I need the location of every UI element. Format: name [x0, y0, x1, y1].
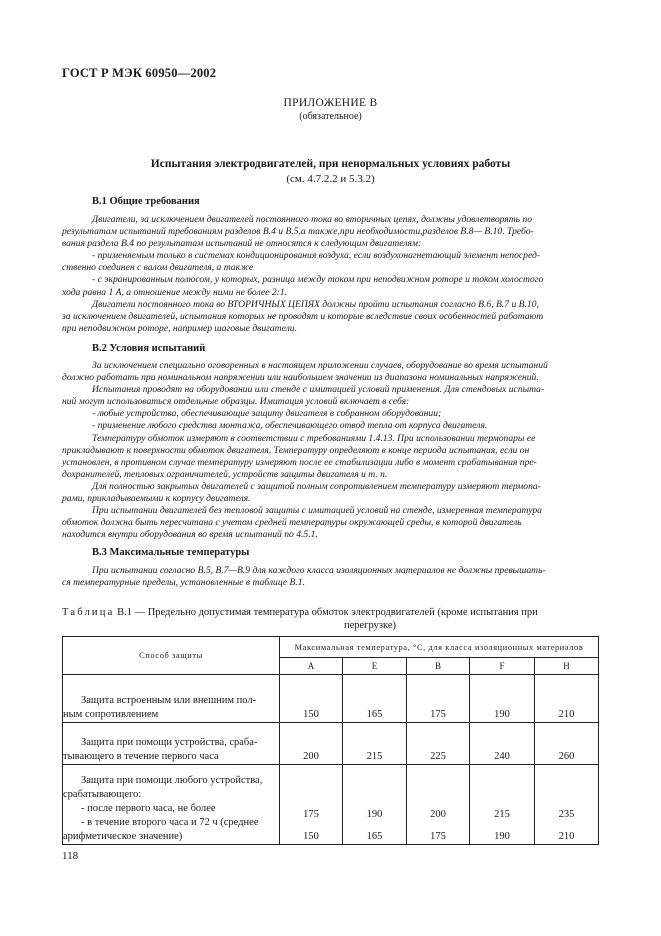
text-line: При испытании двигателей без тепловой защиты с имитацией условий на стенде, измеренная температура — [92, 505, 542, 517]
section-b2-heading: В.2 Условия испытаний — [92, 343, 206, 354]
text-line: - любые устройства, обеспечивающие защиту двигателя в собранном оборудовании; — [92, 408, 442, 420]
table-header-row — [63, 637, 599, 658]
document-title-reference: (см. 4.7.2.2 и 5.3.2) — [286, 173, 375, 185]
section-b3-text — [62, 565, 598, 589]
section-b2-text — [62, 360, 598, 541]
cell-value: 200 — [430, 809, 446, 820]
table-cell-value: 215 — [343, 723, 407, 765]
column-header-class: A — [280, 658, 343, 675]
cell-value: 190 — [494, 831, 510, 842]
text-line: Температуру обмоток измеряют в соответствии с требованиями 1.4.13. При использовании термопары ее — [92, 432, 536, 444]
table-cell-value: 150 — [280, 675, 343, 723]
table-cell-value — [470, 765, 535, 845]
table-caption-line — [62, 606, 598, 619]
column-header-class: E — [343, 658, 407, 675]
column-header-max-temperature: Максимальная температура, °С, для класса изоляционных материалов — [280, 637, 599, 658]
text-line: Для полностью закрытых двигателей с защитой полным сопротивлением температуру измеряют термопа- — [92, 480, 541, 492]
text-line: результатам испытаний требованиям разделов В.4 и В.5,а также,при необходимости,разделов В.8— В.10. Требо- — [62, 226, 534, 238]
cell-value: 150 — [303, 831, 319, 842]
text-line: - с экранированным полюсом, у которых, разница между током при неподвижном роторе и током холостого — [92, 274, 544, 286]
text-line: находится внутри оборудования во время испытаний по 4.5.1. — [62, 529, 318, 541]
table-caption-line2: перегрузке) — [343, 620, 396, 631]
cell-line: Защита при помощи устройства, сраба- — [81, 737, 258, 748]
text-line: ственно соединен с валом двигателя, а также — [62, 262, 254, 274]
cell-line: срабатывающего: — [63, 789, 142, 800]
annex-title: ПРИЛОЖЕНИЕ В — [283, 97, 378, 109]
text-line: - применение любого средства монтажа, обеспечивающего отвод тепла от корпуса двигателя. — [92, 420, 488, 432]
text-line: Двигатели постоянного тока во ВТОРИЧНЫХ ЦЕПЯХ должны пройти испытания согласно В.6, В.7 и В.10, — [92, 298, 539, 310]
table-caption-prefix: Таблица — [62, 607, 115, 618]
table-row — [63, 675, 599, 723]
table-cell-value — [407, 765, 470, 845]
column-header-class: B — [407, 658, 470, 675]
text-line: хода равна 1 А, а отношение между ними не более 2:1. — [62, 286, 288, 298]
cell-value: 165 — [366, 831, 383, 842]
text-line: ся температурные пределы, установленные в таблице В.1. — [62, 577, 305, 589]
document-header: ГОСТ Р МЭК 60950—2002 — [62, 66, 217, 80]
text-line: установлен, в противном случае температуру измеряют после ее стабилизации либо в момент срабатывания пре- — [62, 456, 537, 468]
text-line: Испытания проводят на оборудовании или стенде с имитацией условий применения. Для стендовых испыта- — [92, 384, 545, 396]
cell-value: 235 — [558, 809, 575, 820]
cell-value: 210 — [558, 831, 575, 842]
table-cell-value: 225 — [407, 723, 470, 765]
table-cell-value: 165 — [343, 675, 407, 723]
column-header-class: H — [535, 658, 599, 675]
text-line: За исключением специально оговоренных в настоящем приложении случаев, оборудование во время испытаний — [92, 360, 548, 371]
table-cell-value: 200 — [280, 723, 343, 765]
table-caption-text: В.1 — Предельно допустимая температура обмоток электродвигателей (кроме испытания при — [114, 607, 538, 618]
table-cell-value — [280, 765, 343, 845]
cell-line: Защита при помощи любого устройства, — [81, 775, 263, 786]
table-row — [63, 765, 599, 845]
table-cell-description — [63, 723, 280, 765]
section-b1-text — [62, 214, 598, 335]
text-line: дохранителей, тепловых ограничителей, устройств защиты двигателя и т. п. — [62, 468, 388, 480]
table-cell-value: 175 — [407, 675, 470, 723]
cell-value: 215 — [494, 809, 510, 820]
section-b1-heading: В.1 Общие требования — [92, 196, 200, 207]
cell-line: арифметическое значение) — [63, 831, 183, 842]
cell-line: Защита встроенным или внешним пол- — [81, 695, 257, 706]
table-cell-value — [343, 765, 407, 845]
text-line: вания раздела В.4 по результатам испытаний не относятся к следующим двигателям: — [62, 238, 422, 250]
column-header-method: Способ защиты — [63, 637, 280, 675]
text-line: Двигатели, за исключением двигателей постоянного тока во вторичных цепях, должны удовлетворять по — [92, 214, 533, 225]
text-line: при неподвижном роторе, например шаговые двигатели. — [62, 322, 297, 334]
table-cell-value: 190 — [470, 675, 535, 723]
text-line: рами, прикладываемыми к корпусу двигателя. — [62, 493, 251, 505]
document-title: Испытания электродвигателей, при ненормальных условиях работы — [150, 158, 511, 170]
cell-value: 175 — [303, 809, 319, 820]
text-line: за исключением двигателей, испытания которых не проводят и которые вследствие своих особенностей работают — [62, 310, 544, 322]
cell-line: - в течение второго часа и 72 ч (среднее — [81, 817, 259, 828]
text-line: - применяемым только в системах кондиционирования воздуха, если воздухонагнетающий элемент непосред- — [92, 250, 541, 262]
table-caption — [62, 606, 598, 632]
text-line: должно работать при номинальном напряжении или наибольшем значении из диапазона номинальных напряжений. — [62, 372, 539, 384]
text-line: обмоток должна быть пересчитана с учетом средней температуры окружающей среды, в которой двигатель — [62, 517, 522, 529]
cell-line: тывающего в течение первого часа — [63, 751, 219, 762]
table-cell-value: 260 — [535, 723, 599, 765]
temperature-table — [62, 636, 599, 845]
text-line: При испытании согласно В.5, В.7—В.9 для каждого класса изоляционных материалов не должны превышать- — [92, 565, 546, 576]
table-cell-value: 240 — [470, 723, 535, 765]
section-b3-heading: В.3 Максимальные температуры — [92, 547, 250, 558]
table-cell-value: 210 — [535, 675, 599, 723]
text-line: прикладывают к поверхности обмоток двигателя. Температуру определяют в конце периода испытания, если он — [62, 444, 530, 456]
page-number: 118 — [62, 850, 79, 862]
cell-value: 175 — [430, 831, 446, 842]
table-cell-value — [535, 765, 599, 845]
table-cell-description — [63, 675, 280, 723]
text-line: ний могут использоваться отдельные образцы. Имитация условий включает в себя: — [62, 396, 410, 408]
table-cell-description — [63, 765, 280, 845]
cell-value: 190 — [366, 809, 383, 820]
cell-line: - после первого часа, не более — [81, 803, 216, 814]
cell-line: ным сопротивлением — [63, 709, 159, 720]
column-header-class: F — [470, 658, 535, 675]
annex-subtitle: (обязательное) — [299, 111, 362, 122]
table-row — [63, 723, 599, 765]
